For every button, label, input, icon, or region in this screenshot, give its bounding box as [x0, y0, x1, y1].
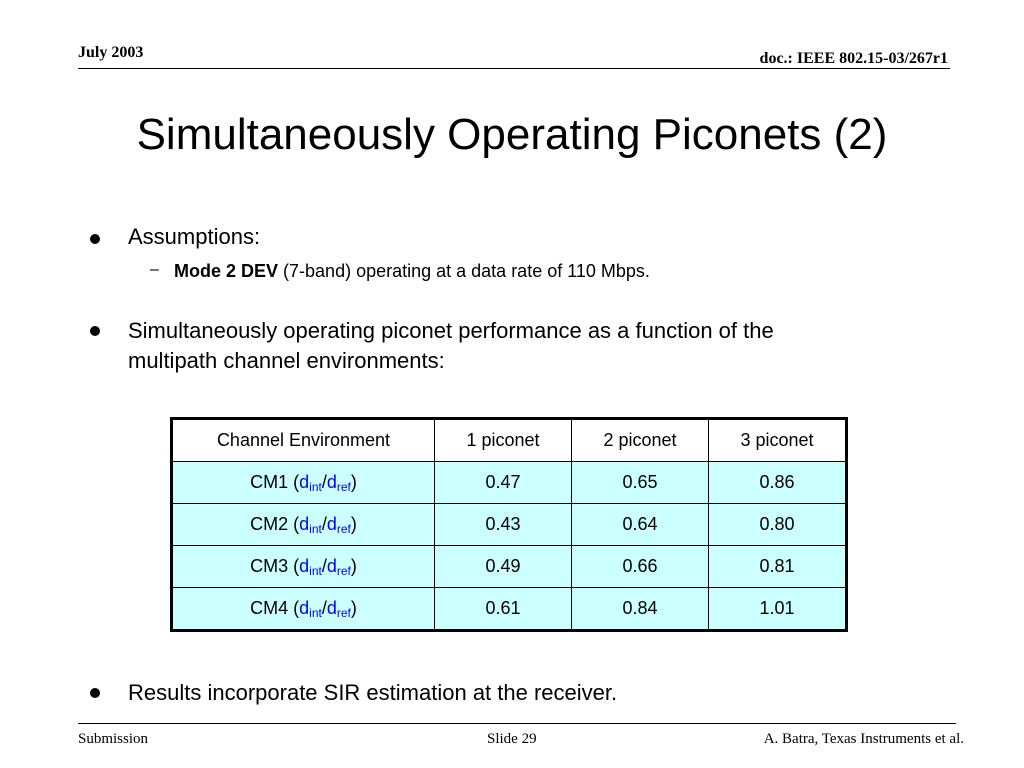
table-header-cell: 1 piconet — [435, 419, 572, 462]
value-cell: 0.43 — [435, 504, 572, 546]
table-header-cell: 2 piconet — [572, 419, 709, 462]
value-cell: 0.47 — [435, 462, 572, 504]
bullet-performance — [128, 316, 774, 376]
value-cell: 0.80 — [709, 504, 847, 546]
bullet-results: Results incorporate SIR estimation at the receiver. — [128, 680, 618, 705]
footer-slide-number: Slide 29 — [487, 731, 537, 747]
table-header-cell: Channel Environment — [172, 419, 435, 462]
footer-submission: Submission — [78, 731, 149, 747]
bullet-assumptions: Assumptions: — [128, 224, 261, 249]
value-cell: 1.01 — [709, 588, 847, 631]
dash-icon: – — [150, 261, 159, 278]
value-cell: 0.84 — [572, 588, 709, 631]
channel-cell: CM4 (dint/dref) — [172, 588, 435, 631]
table-row — [172, 462, 847, 504]
table-header-cell: 3 piconet — [709, 419, 847, 462]
value-cell: 0.65 — [572, 462, 709, 504]
header-date: July 2003 — [78, 44, 144, 61]
channel-cell: CM3 (dint/dref) — [172, 546, 435, 588]
footer-divider — [78, 723, 956, 724]
sub-bullet-mode — [174, 259, 650, 283]
table-row — [172, 588, 847, 631]
value-cell: 0.66 — [572, 546, 709, 588]
channel-cell: CM1 (dint/dref) — [172, 462, 435, 504]
value-cell: 0.81 — [709, 546, 847, 588]
sub-bullet-text: (7-band) operating at a data rate of 110 Mbps. — [278, 261, 650, 281]
value-cell: 0.61 — [435, 588, 572, 631]
header-divider — [78, 68, 950, 69]
header-doc-id: doc.: IEEE 802.15-03/267r1 — [759, 50, 948, 67]
footer-author: A. Batra, Texas Instruments et al. — [763, 731, 964, 747]
sub-bullet-bold: Mode 2 DEV — [174, 261, 279, 281]
value-cell: 0.49 — [435, 546, 572, 588]
value-cell: 0.64 — [572, 504, 709, 546]
value-cell: 0.86 — [709, 462, 847, 504]
piconet-table — [170, 417, 848, 632]
channel-cell: CM2 (dint/dref) — [172, 504, 435, 546]
table-header-row — [172, 419, 847, 462]
bullet-dot-icon — [90, 326, 100, 336]
table-row — [172, 504, 847, 546]
bullet-performance-line1: Simultaneously operating piconet performance as a function of the — [128, 318, 774, 343]
bullet-dot-icon — [90, 688, 100, 698]
bullet-performance-line2: multipath channel environments: — [128, 348, 445, 373]
bullet-dot-icon — [90, 234, 100, 244]
slide-title: Simultaneously Operating Piconets (2) — [136, 110, 888, 159]
table-row — [172, 546, 847, 588]
